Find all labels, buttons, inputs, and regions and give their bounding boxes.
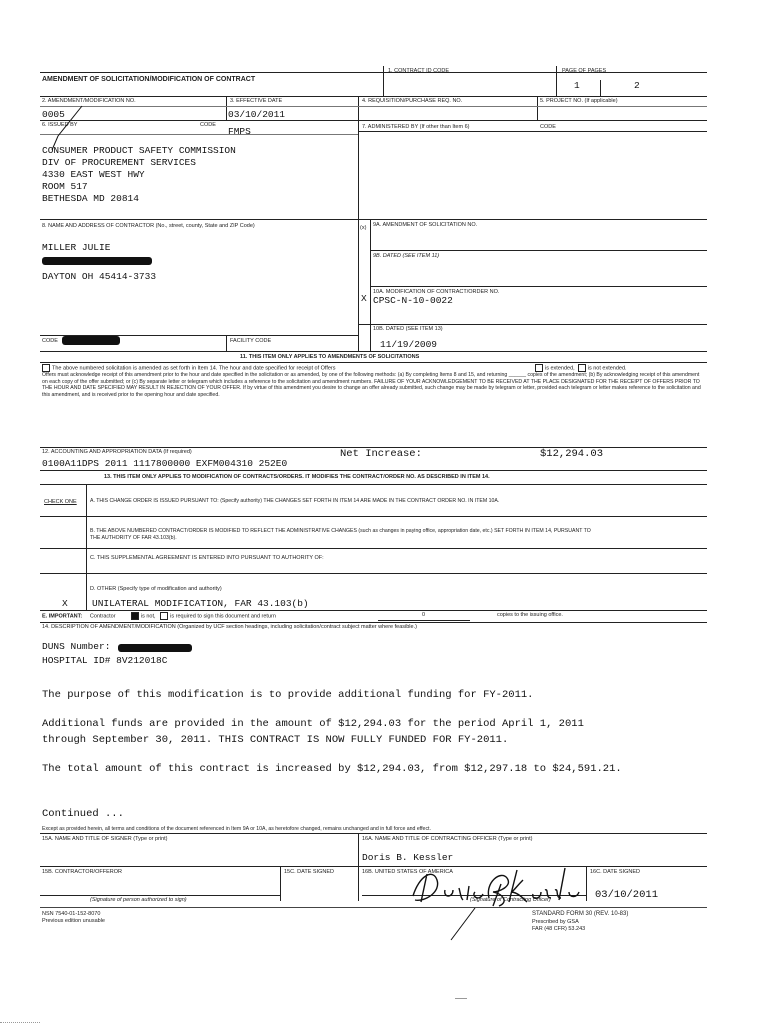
issuer-line-2: DIV OF PROCUREMENT SERVICES bbox=[42, 157, 196, 168]
item10b-label: 10B. DATED (SEE ITEM 13) bbox=[373, 326, 443, 332]
item15a-label: 15A. NAME AND TITLE OF SIGNER (Type or print) bbox=[42, 836, 168, 842]
item13b-text: B. THE ABOVE NUMBERED CONTRACT/ORDER IS MODIFIED TO REFLECT THE ADMINISTRATIVE CHANGES (such as changes in paying office, appropriation date, etc.) SET FORTH IN ITEM 14, PURSUANT TO THE AUTHORITY OF FAR 43.103(b). bbox=[90, 528, 591, 541]
net-increase-value: $12,294.03 bbox=[540, 448, 604, 460]
item11-line1-text: The above numbered solicitation is amended as set forth in Item 14. The hour and date specified for receipt of Offers bbox=[52, 365, 336, 372]
contract-dated: 11/19/2009 bbox=[380, 339, 438, 350]
date-signed: 03/10/2011 bbox=[595, 889, 659, 901]
item11-instructions: Offers must acknowledge receipt of this amendment prior to the hour and date specified in the solicitation or as amended, by one of the following methods: (a) By completing Items 8 and 15, and returning ______ copies of the amendment; (b) By acknowledging receipt of this amendment on each copy of the offer submitted; or (c) By separate letter or telegram which includes a reference to the solicitation and amendment numbers. FAILURE OF YOUR ACKNOWLEDGEMENT TO BE RECEIVED AT THE PLACE DESIGNATED FOR THE RECEIPT OF OFFERS PRIOR TO THE HOUR AND DATE SPECIFIED MAY RESULT IN REJECTION OF YOUR OFFER. If by virtue of this amendment you desire to change an offer already submitted, such change may be made by telegram or letter, provided each telegram or letter makes reference to the solicitation and this amendment, and is received prior to the opening hour and date specified. bbox=[42, 372, 701, 398]
check-one-label: CHECK ONE bbox=[44, 499, 77, 505]
prescribed-by: Prescribed by GSA bbox=[532, 919, 579, 925]
item15b-label: 15B. CONTRACTOR/OFFEROR bbox=[42, 869, 122, 875]
is-extended-label: is extended, bbox=[545, 365, 575, 372]
accounting-data: 0100A11DPS 2011 1117800000 EXFM004310 252E0 bbox=[42, 458, 288, 469]
item14-label: 14. DESCRIPTION OF AMENDMENT/MODIFICATION (Organized by UCF section headings, including solicitation/contract subject matter where feasible.) bbox=[42, 624, 417, 630]
total-paragraph: The total amount of this contract is increased by $12,294.03, from $12,297.18 to $24,591.21. bbox=[42, 763, 622, 775]
except-text: Except as provided herein, all terms and conditions of the document referenced in Item 9A or 10A, as heretofore changed, remains unchanged and in full force and effect. bbox=[42, 826, 431, 832]
item16b-label: 16B. UNITED STATES OF AMERICA bbox=[362, 869, 453, 875]
signature-officer-label: (Signature of Contracting Officer) bbox=[470, 897, 551, 903]
item16c-label: 16C. DATE SIGNED bbox=[590, 869, 641, 875]
page-count: 2 bbox=[634, 80, 640, 91]
item7-label: 7. ADMINISTERED BY (If other than Item 6) bbox=[362, 124, 470, 130]
item8-label: 8. NAME AND ADDRESS OF CONTRACTOR (No., street, county, State and ZIP Code) bbox=[42, 223, 255, 229]
copies-text: copies to the issuing office. bbox=[497, 612, 563, 618]
item11-header: 11. THIS ITEM ONLY APPLIES TO AMENDMENTS OF SOLICITATIONS bbox=[240, 354, 420, 360]
modification-number: 0005 bbox=[42, 109, 65, 120]
funding-paragraph-line2: through September 30, 2011. THIS CONTRACT IS NOW FULLY FUNDED FOR FY-2011. bbox=[42, 734, 509, 746]
item11-checkbox[interactable] bbox=[42, 364, 50, 372]
effective-date: 03/10/2011 bbox=[228, 109, 286, 120]
contractor-name: MILLER JULIE bbox=[42, 242, 111, 253]
item3-label: 3. EFFECTIVE DATE bbox=[230, 98, 283, 104]
item9a-label: 9A. AMENDMENT OF SOLICITATION NO. bbox=[373, 222, 478, 228]
hospital-id: HOSPITAL ID# 8V212018C bbox=[42, 655, 168, 666]
funding-paragraph-line1: Additional funds are provided in the amount of $12,294.03 for the period April 1, 2011 bbox=[42, 718, 584, 730]
contractor-word: Contractor bbox=[89, 613, 116, 620]
important-line bbox=[42, 612, 276, 620]
page-label: PAGE OF PAGES bbox=[562, 68, 607, 74]
net-increase-label: Net Increase: bbox=[340, 448, 422, 460]
redacted-code bbox=[62, 336, 120, 345]
item13a-text: A. THIS CHANGE ORDER IS ISSUED PURSUANT TO: (Specify authority) THE CHANGES SET FORTH IN ITEM 14 ARE MADE IN THE CONTRACT ORDER NO. IN ITEM 10A. bbox=[90, 498, 500, 504]
copies-number: 0 bbox=[422, 612, 426, 618]
item6-code-label: CODE bbox=[200, 122, 216, 128]
is-not-extended-label: is not extended. bbox=[587, 365, 627, 372]
item10a-label: 10A. MODIFICATION OF CONTRACT/ORDER NO. bbox=[373, 289, 500, 295]
modification-type: UNILATERAL MODIFICATION, FAR 43.103(b) bbox=[92, 598, 309, 609]
facility-code-label: FACILITY CODE bbox=[230, 338, 272, 344]
item7-code-label: CODE bbox=[540, 124, 556, 130]
is-extended-checkbox[interactable] bbox=[535, 364, 543, 372]
code-label: CODE bbox=[42, 338, 58, 344]
item4-label: 4. REQUISITION/PURCHASE REQ. NO. bbox=[362, 98, 463, 104]
issuer-line-1: CONSUMER PRODUCT SAFETY COMMISSION bbox=[42, 145, 236, 156]
item15c-label: 15C. DATE SIGNED bbox=[284, 869, 335, 875]
issuer-line-5: BETHESDA MD 20814 bbox=[42, 193, 139, 204]
contractor-city: DAYTON OH 45414-3733 bbox=[42, 271, 157, 282]
nsn-number: NSN 7540-01-152-8070 bbox=[42, 911, 101, 917]
is-required-label: is required to sign this document and return bbox=[170, 613, 276, 620]
item5-label: 5. PROJECT NO. (If applicable) bbox=[540, 98, 618, 104]
redacted-duns bbox=[118, 644, 192, 652]
important-label: E. IMPORTANT: bbox=[42, 613, 83, 620]
is-not-label: is not, bbox=[140, 613, 156, 620]
issuer-line-3: 4330 EAST WEST HWY bbox=[42, 169, 145, 180]
contract-id-label: 1. CONTRACT ID CODE bbox=[388, 68, 450, 74]
continued-label: Continued ... bbox=[42, 808, 124, 820]
item12-label: 12. ACCOUNTING AND APPROPRIATION DATA (If required) bbox=[42, 449, 192, 455]
item6-label: 6. ISSUED BY bbox=[42, 122, 78, 128]
item13d-mark: X bbox=[62, 598, 68, 609]
x-column-label: (x) bbox=[360, 225, 367, 231]
item16a-label: 16A. NAME AND TITLE OF CONTRACTING OFFICER (Type or print) bbox=[362, 836, 533, 842]
item10a-mark: X bbox=[361, 293, 367, 304]
item9b-label: 9B. DATED (SEE ITEM 11) bbox=[373, 253, 440, 259]
contract-order-number: CPSC-N-10-0022 bbox=[373, 295, 453, 306]
is-not-checkbox[interactable] bbox=[131, 612, 139, 620]
standard-form-30: STANDARD FORM 30 (REV. 10-83) bbox=[532, 911, 629, 917]
item13c-text: C. THIS SUPPLEMENTAL AGREEMENT IS ENTERED INTO PURSUANT TO AUTHORITY OF: bbox=[90, 555, 324, 561]
signature-person-label: (Signature of person authorized to sign) bbox=[90, 897, 187, 903]
is-not-extended-checkbox[interactable] bbox=[578, 364, 586, 372]
contracting-officer-name: Doris B. Kessler bbox=[362, 852, 454, 863]
item13-header: 13. THIS ITEM ONLY APPLIES TO MODIFICATION OF CONTRACTS/ORDERS. IT MODIFIES THE CONTRACT/ORDER NO. AS DESCRIBED IN ITEM 14. bbox=[104, 474, 490, 480]
item13d-label: D. OTHER (Specify type of modification and authority) bbox=[90, 586, 222, 592]
issuer-line-4: ROOM 517 bbox=[42, 181, 88, 192]
page-number: 1 bbox=[574, 80, 580, 91]
item6-code: FMPS bbox=[228, 126, 251, 137]
previous-edition: Previous edition unusable bbox=[42, 918, 105, 924]
redacted-street bbox=[42, 257, 152, 265]
item2-label: 2. AMENDMENT/MODIFICATION NO. bbox=[42, 98, 136, 104]
far-reference: FAR (48 CFR) 53.243 bbox=[532, 926, 586, 932]
is-required-checkbox[interactable] bbox=[160, 612, 168, 620]
form-title: AMENDMENT OF SOLICITATION/MODIFICATION OF CONTRACT bbox=[42, 76, 256, 83]
duns-label: DUNS Number: bbox=[42, 641, 111, 652]
purpose-paragraph: The purpose of this modification is to provide additional funding for FY-2011. bbox=[42, 689, 534, 701]
